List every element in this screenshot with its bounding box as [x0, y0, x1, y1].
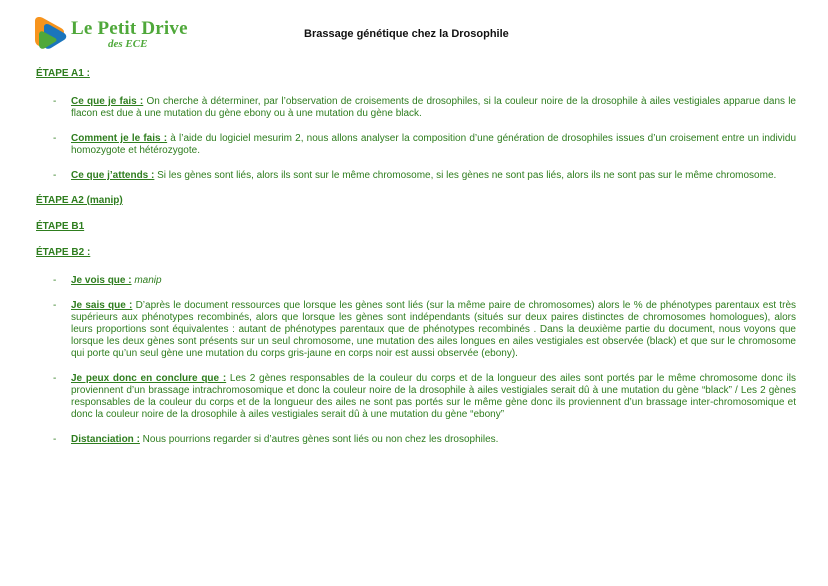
list-item	[36, 275, 796, 287]
list-item	[36, 373, 796, 421]
bullet-dash: -	[53, 96, 57, 107]
bullet-dash: -	[53, 170, 57, 181]
item-text: Les 2 gènes responsables de la couleur du corps et de la longueur des ailes sont portés par le même chromosome donc ils proviennent d’un brassage intrachromosomique et donc la couleur noire de la drosophile à ailes vestigiales serait dû à une mutation du gène “black” / Les 2 gènes responsables de la couleur du corps et de la longueur des ailes ne sont pas portés sur le même gène donc ils proviennent d’un brassage inter-chromosomique et donc la couleur noire de la drosophile à ailes vestigiales serait dû à une mutation du gène “ebony”	[71, 373, 796, 420]
heading-etape-b2: ÉTAPE B2 :	[36, 247, 91, 258]
item-text: Si les gènes sont liés, alors ils sont sur le même chromosome, si les gènes ne sont pas liés, alors ils ne sont pas sur le même chromosome.	[154, 170, 777, 181]
etape-a1-list	[36, 96, 796, 182]
document-body	[36, 68, 796, 459]
list-item	[36, 133, 796, 157]
item-text: D’après le document ressources que lorsque les gènes sont liés (sur la même paire de chromosomes) alors le % de phénotypes parentaux est très supérieurs aux phénotypes recombinés, alors que lorsque les gènes sont indépendants (situés sur deux paires distinctes de chromosomes homologues), alors leurs proportions sont équivalentes : autant de phénotypes parentaux que de phénotypes recombinés . Dans la deuxième partie du document, nous voyons que lorsque les deux gènes sont présents sur un seul chromosome, une mutation des ailes longues en ailes vestigiales est observée (black) et que sur le chromosome qui porte qu’un seul gène une mutation du corps gris-jaune en corps noir est aussi observée (ebony).	[71, 300, 797, 359]
bullet-dash: -	[53, 434, 57, 445]
etape-b2-list	[36, 275, 796, 446]
heading-etape-b1: ÉTAPE B1	[36, 221, 85, 232]
bullet-dash: -	[53, 373, 57, 384]
list-item	[36, 300, 796, 360]
page-title: Brassage génétique chez la Drosophile	[304, 28, 509, 40]
item-label: Comment je le fais :	[71, 133, 168, 144]
bullet-dash: -	[53, 133, 57, 144]
item-label: Je vois que :	[71, 275, 132, 286]
list-item	[36, 170, 796, 182]
item-text: manip	[131, 275, 162, 286]
bullet-dash: -	[53, 275, 57, 286]
bullet-dash: -	[53, 300, 57, 311]
item-label: Je peux donc en conclure que :	[71, 373, 227, 384]
item-text: à l’aide du logiciel mesurim 2, nous allons analyser la composition d’une génération de drosophiles issues d’un croisement entre un individu homozygote et hétérozygote.	[71, 133, 797, 156]
heading-etape-a1: ÉTAPE A1 :	[36, 68, 90, 79]
list-item	[36, 434, 796, 446]
logo	[31, 15, 191, 57]
item-label: Distanciation :	[71, 434, 140, 445]
heading-etape-a2: ÉTAPE A2 (manip)	[36, 195, 123, 206]
item-text: Nous pourrions regarder si d’autres gènes sont liés ou non chez les drosophiles.	[139, 434, 499, 445]
item-label: Ce que j’attends :	[71, 170, 155, 181]
item-label: Ce que je fais :	[71, 96, 144, 107]
list-item	[36, 96, 796, 120]
logo-subtitle: des ECE	[108, 38, 148, 50]
logo-emblem-icon	[31, 15, 71, 57]
item-label: Je sais que :	[71, 300, 133, 311]
logo-name: Le Petit Drive	[71, 18, 188, 39]
item-text: On cherche à déterminer, par l’observation de croisements de drosophiles, si la couleur noire de la drosophile à ailes vestigiales apparue dans le flacon est due à une mutation du gène ebony ou à une mutation du gène black.	[71, 96, 796, 119]
